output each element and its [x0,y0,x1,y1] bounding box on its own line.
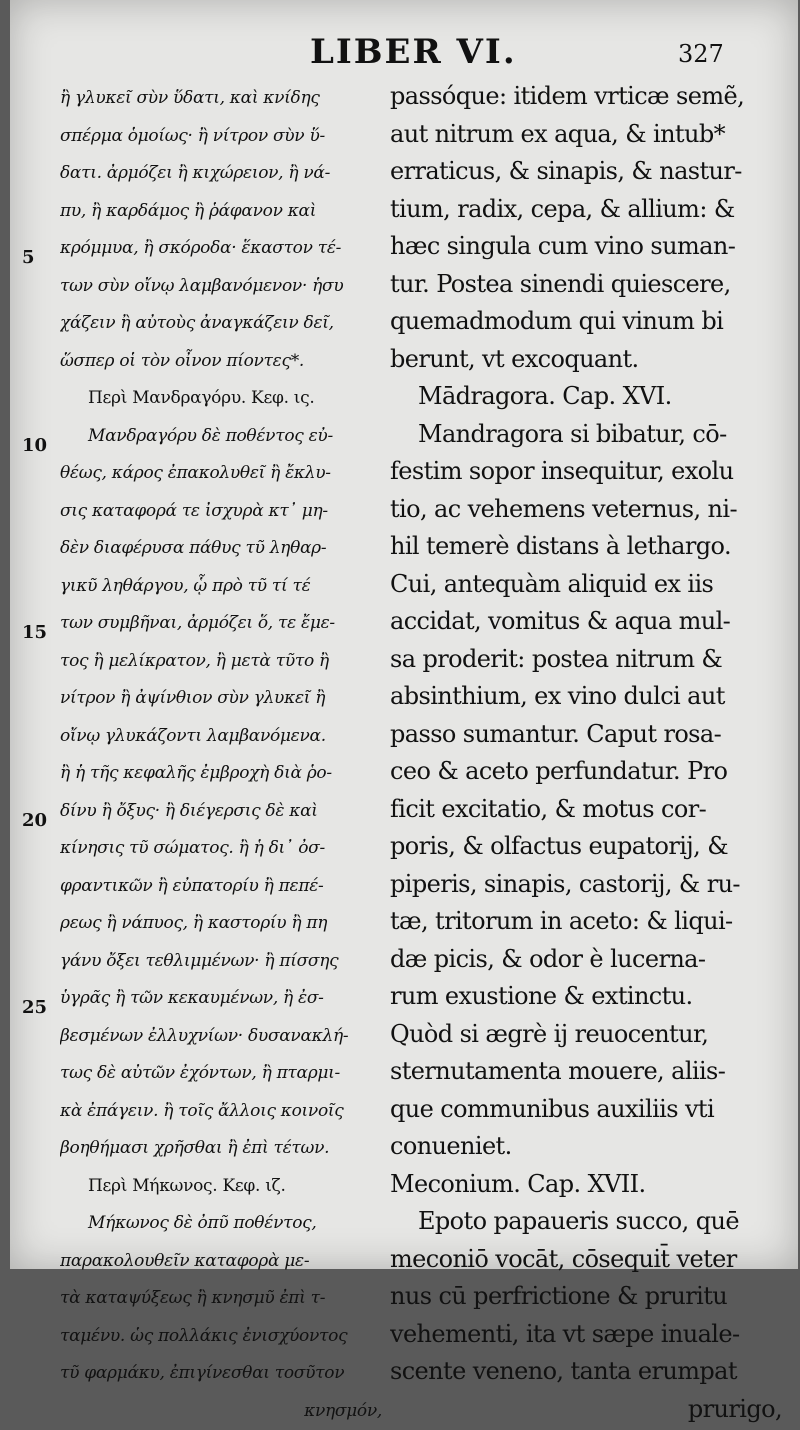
greek-line: δατι. ἀρμόζει ἢ κιχώρειον, ἢ νά- [60,155,382,193]
latin-chapter-heading: Meconium. Cap. XVII. [390,1166,782,1204]
latin-line: aut nitrum ex aqua, & intub* [390,116,782,154]
latin-line: ficit excitatio, & motus cor- [390,791,782,829]
latin-line: rum exustione & extinctu. [390,978,782,1016]
greek-line: χάζειν ἢ αὐτοὺς ἀναγκάζειν δεῖ, [60,305,382,343]
latin-chapter-heading: Mādragora. Cap. XVI. [390,378,782,416]
latin-line: vehementi, ita vt sæpe inuale- [390,1316,782,1354]
greek-line: γικῦ ληθάργου, ᾧ πρὸ τῦ τί τέ [60,568,382,606]
latin-line: que communibus auxiliis vti [390,1091,782,1129]
greek-line: τως δὲ αὐτῶν ἐχόντων, ἢ πταρμι- [60,1055,382,1093]
latin-line: Quòd si ægrè ij reuocentur, [390,1016,782,1054]
greek-line: κρόμμυα, ἢ σκόροδα· ἕκαστον τέ- [60,230,382,268]
latin-line: tium, radix, cepa, & allium: & [390,191,782,229]
greek-line: φραντικῶν ἢ εὐπατορίυ ἢ πεπέ- [60,868,382,906]
greek-line: οἴνῳ γλυκάζοντι λαμβανόμενα. [60,718,382,756]
latin-text-column [390,78,782,1428]
latin-line: sa proderit: postea nitrum & [390,641,782,679]
latin-line: festim sopor insequitur, exolu [390,453,782,491]
greek-line: κὰ ἐπάγειν. ἢ τοῖς ἄλλοις κοινοῖς [60,1093,382,1131]
greek-line: των σὺν οἴνῳ λαμβανόμενον· ἡσυ [60,268,382,306]
greek-line: τος ἢ μελίκρατον, ἢ μετὰ τῦτο ἢ [60,643,382,681]
greek-line: βεσμένων ἐλλυχνίων· δυσανακλή- [60,1018,382,1056]
greek-line: ὥσπερ οἱ τὸν οἶνον πίοντες*. [60,343,382,381]
greek-line: Μήκωνος δὲ ὀπῦ ποθέντος, [60,1205,382,1243]
greek-line: σπέρμα ὁμοίως· ἢ νίτρον σὺν ὕ- [60,118,382,156]
greek-line: δὲν διαφέρυσα πάθυς τῦ ληθαρ- [60,530,382,568]
greek-chapter-heading: Περὶ Μήκωνος. Κεφ. ιζ. [60,1168,382,1206]
greek-text-column [60,80,382,1430]
greek-line: τῦ φαρμάκυ, ἐπιγίνεσθαι τοσῦτον [60,1355,382,1393]
page-number: 327 [678,40,724,68]
greek-line: παρακολουθεῖν καταφορὰ με- [60,1243,382,1281]
greek-chapter-heading: Περὶ Μανδραγόρυ. Κεφ. ις. [60,380,382,418]
line-number: 10 [22,435,47,456]
latin-line: passóque: itidem vrticæ semẽ, [390,78,782,116]
greek-line: σις καταφορά τε ἰσχυρὰ κτ᾽ μη- [60,493,382,531]
latin-line: Cui, antequàm aliquid ex iis [390,566,782,604]
latin-line: Mandragora si bibatur, cō- [390,416,782,454]
greek-line: θέως, κάρος ἐπακολυθεῖ ἢ ἔκλυ- [60,455,382,493]
latin-line: berunt, vt excoquant. [390,341,782,379]
greek-line: νίτρον ἢ ἀψίνθιον σὺν γλυκεῖ ἢ [60,680,382,718]
greek-line: ὑγρᾶς ἢ τῶν κεκαυμένων, ἢ ἐσ- [60,980,382,1018]
latin-line: Epoto papaueris succo, quē [390,1203,782,1241]
latin-line: hæc singula cum vino suman- [390,228,782,266]
line-number: 25 [22,997,47,1018]
latin-line: sternutamenta mouere, aliis- [390,1053,782,1091]
line-number: 15 [22,622,47,643]
greek-line: κίνησις τῦ σώματος. ἢ ἡ δι᾽ ὀσ- [60,830,382,868]
latin-line: hil temerè distans à lethargo. [390,528,782,566]
latin-line: dæ picis, & odor è lucerna- [390,941,782,979]
latin-line: tur. Postea sinendi quiescere, [390,266,782,304]
greek-line: ρεως ἢ νάπυος, ἢ καστορίυ ἢ πη [60,905,382,943]
line-number: 5 [22,247,35,268]
latin-line: poris, & olfactus eupatorij, & [390,828,782,866]
greek-line: βοηθήμασι χρῆσθαι ἢ ἐπὶ τέτων. [60,1130,382,1168]
greek-line: κνησμόν, [60,1393,382,1430]
book-page [10,0,798,1269]
latin-line: ceo & aceto perfundatur. Pro [390,753,782,791]
running-title: LIBER VI. [310,32,517,72]
greek-line: ἢ ἡ τῆς κεφαλῆς ἐμβροχὴ διὰ ῥο- [60,755,382,793]
latin-line: quemadmodum qui vinum bi [390,303,782,341]
line-number: 20 [22,810,47,831]
latin-line: prurigo, [390,1391,782,1429]
latin-line: accidat, vomitus & aqua mul- [390,603,782,641]
greek-line: πυ, ἢ καρδάμος ἢ ῥάφανον καὶ [60,193,382,231]
latin-line: erraticus, & sinapis, & nastur- [390,153,782,191]
latin-line: tæ, tritorum in aceto: & liqui- [390,903,782,941]
greek-line: γάνυ ὄξει τεθλιμμένων· ἢ πίσσης [60,943,382,981]
greek-line: τὰ καταψύξεως ἢ κνησμῦ ἐπὶ τ- [60,1280,382,1318]
latin-line: conueniet. [390,1128,782,1166]
greek-line: Μανδραγόρυ δὲ ποθέντος εὐ- [60,418,382,456]
latin-line: scente veneno, tanta erumpat [390,1353,782,1391]
greek-line: δίνυ ἢ ὄξυς· ἢ διέγερσις δὲ καὶ [60,793,382,831]
latin-line: absinthium, ex vino dulci aut [390,678,782,716]
latin-line: tio, ac vehemens veternus, ni- [390,491,782,529]
greek-line: των συμβῆναι, ἀρμόζει ὅ, τε ἔμε- [60,605,382,643]
latin-line: piperis, sinapis, castorij, & ru- [390,866,782,904]
page-header [10,32,798,72]
latin-line: nus cū perfrictione & pruritu [390,1278,782,1316]
greek-line: ἢ γλυκεῖ σὺν ὕδατι, καὶ κνίδης [60,80,382,118]
latin-line: passo sumantur. Caput rosa- [390,716,782,754]
latin-line: meconiō vocāt, cōsequit̄ veter [390,1241,782,1279]
greek-line: ταμένυ. ὡς πολλάκις ἐνισχύοντος [60,1318,382,1356]
